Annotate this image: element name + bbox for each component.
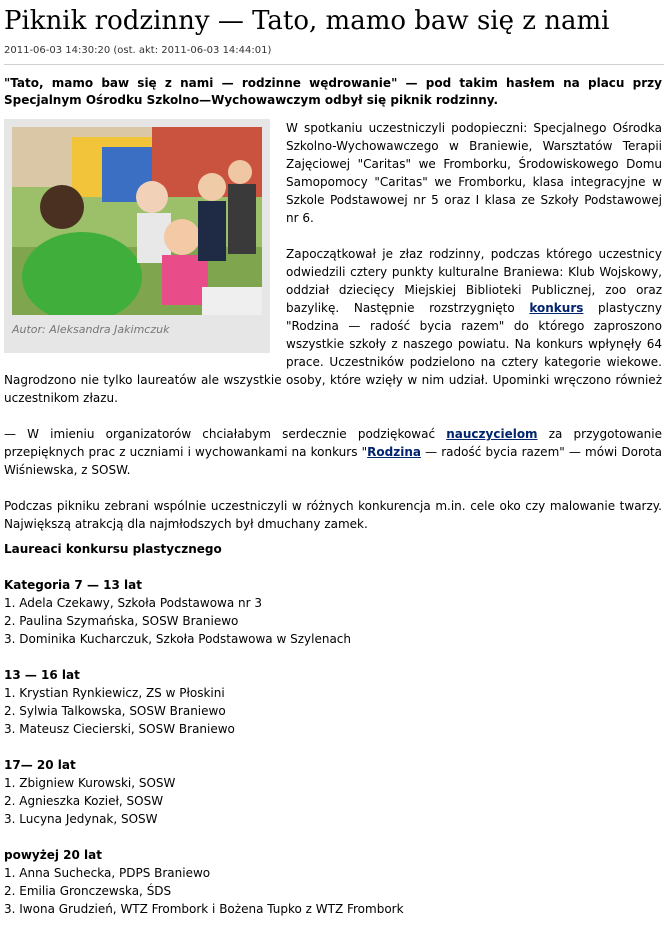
list-item: 3. Lucyna Jedynak, SOSW	[4, 812, 158, 826]
winners-list	[4, 774, 662, 828]
link-rodzina[interactable]: Rodzina	[367, 445, 421, 459]
list-item: 3. Iwona Grudzień, WTZ Frombork i Bożena Tupko z WTZ Frombork	[4, 902, 404, 916]
list-item: 3. Dominika Kucharczuk, Szkoła Podstawowa w Szylenach	[4, 632, 351, 646]
winners-list	[4, 594, 662, 648]
link-konkurs[interactable]: konkurs	[529, 301, 584, 315]
list-item: 1. Anna Suchecka, PDPS Braniewo	[4, 866, 211, 880]
category-heading: Kategoria 7 — 13 lat	[4, 578, 142, 592]
article-body	[4, 119, 662, 551]
list-item: 3. Mateusz Ciecierski, SOSW Braniewo	[4, 722, 235, 736]
list-item: 1. Adela Czekawy, Szkoła Podstawowa nr 3	[4, 596, 263, 610]
paragraph-text: — W imieniu organizatorów chciałabym serdecznie podziękować	[4, 427, 447, 441]
paragraph-picnic: Podczas pikniku zebrani wspólnie uczestniczyli w różnych konkurencja m.in. cele oko czy malowanie twarzy. Największą atrakcją dla najmłodszych był dmuchany zamek.	[4, 499, 662, 531]
list-item: 2. Agnieszka Kozieł, SOSW	[4, 794, 164, 808]
winners-list	[4, 864, 662, 918]
link-nauczycielom[interactable]: nauczycielom	[446, 427, 538, 441]
article-figure[interactable]	[4, 119, 270, 353]
list-item: 2. Emilia Gronczewska, ŚDS	[4, 884, 172, 898]
page-title: Piknik rodzinny — Tato, mamo baw się z nami	[4, 6, 610, 36]
article-photo[interactable]	[12, 127, 262, 315]
paragraph-participants: W spotkaniu uczestniczyli podopieczni: Specjalnego Ośrodka Szkolno-Wychowawczego w Braniewie, Warsztatów Terapii Zajęciowej "Caritas" we Fromborku, Środowiskowego Domu Samopomocy "Caritas" we Fromborku, klasa integracyjne w Szkole Podstawowej nr 5 oraz I klasa ze Szkoły Podstawowej nr 6.	[286, 121, 662, 225]
list-item: 2. Sylwia Talkowska, SOSW Braniewo	[4, 704, 226, 718]
paragraph-text: plastyczny "Rodzina — radość bycia razem" do którego zaproszono wszystkie szkoły z naszego powiatu. Na konkurs wpłynęły 64 prace. Uczestników podzielono na cztery kategorie wiekowe. Nagrodzono nie tylko laureatów ale wszystkie osoby, które wzięły w nim udział. Upominki wręczono również uczestnikom złazu.	[4, 301, 663, 405]
winners-list	[4, 684, 662, 738]
photo-credit: Autor: Aleksandra Jakimczuk	[12, 323, 170, 336]
paragraph-quote	[4, 425, 662, 479]
results-title: Laureaci konkursu plastycznego	[4, 542, 222, 556]
results-section	[4, 540, 662, 936]
paragraph-text: Zapoczątkował je złaz rodzinny, podczas którego uczestnicy odwiedzili cztery punkty kulturalne Braniewa: Klub Wojskowy, oddział dziecięcy Miejskiej Biblioteki Publicznej, zoo oraz bazylikę. Następnie rozstrzygnięto	[286, 247, 662, 315]
category-heading: 17— 20 lat	[4, 758, 76, 772]
paragraph-text: — radość bycia razem" — mówi Dorota Wiśniewska, z SOSW.	[4, 445, 663, 477]
paragraph-text: za przygotowanie przepięknych prac z uczniami i wychowankami na konkurs "	[4, 427, 662, 459]
category-heading: 13 — 16 lat	[4, 668, 80, 682]
list-item: 1. Zbigniew Kurowski, SOSW	[4, 776, 176, 790]
category-heading: powyżej 20 lat	[4, 848, 102, 862]
article-lead: "Tato, mamo baw się z nami — rodzinne wędrowanie" — pod takim hasłem na placu przy Specjalnym Ośrodku Szkolno—Wychowawczym odbył się piknik rodzinny.	[4, 76, 662, 107]
list-item: 1. Krystian Rynkiewicz, ZS w Płoskini	[4, 686, 225, 700]
list-item: 2. Paulina Szymańska, SOSW Braniewo	[4, 614, 239, 628]
title-divider	[4, 64, 664, 65]
article-timestamp: 2011-06-03 14:30:20 (ost. akt: 2011-06-03 14:44:01)	[4, 45, 272, 56]
